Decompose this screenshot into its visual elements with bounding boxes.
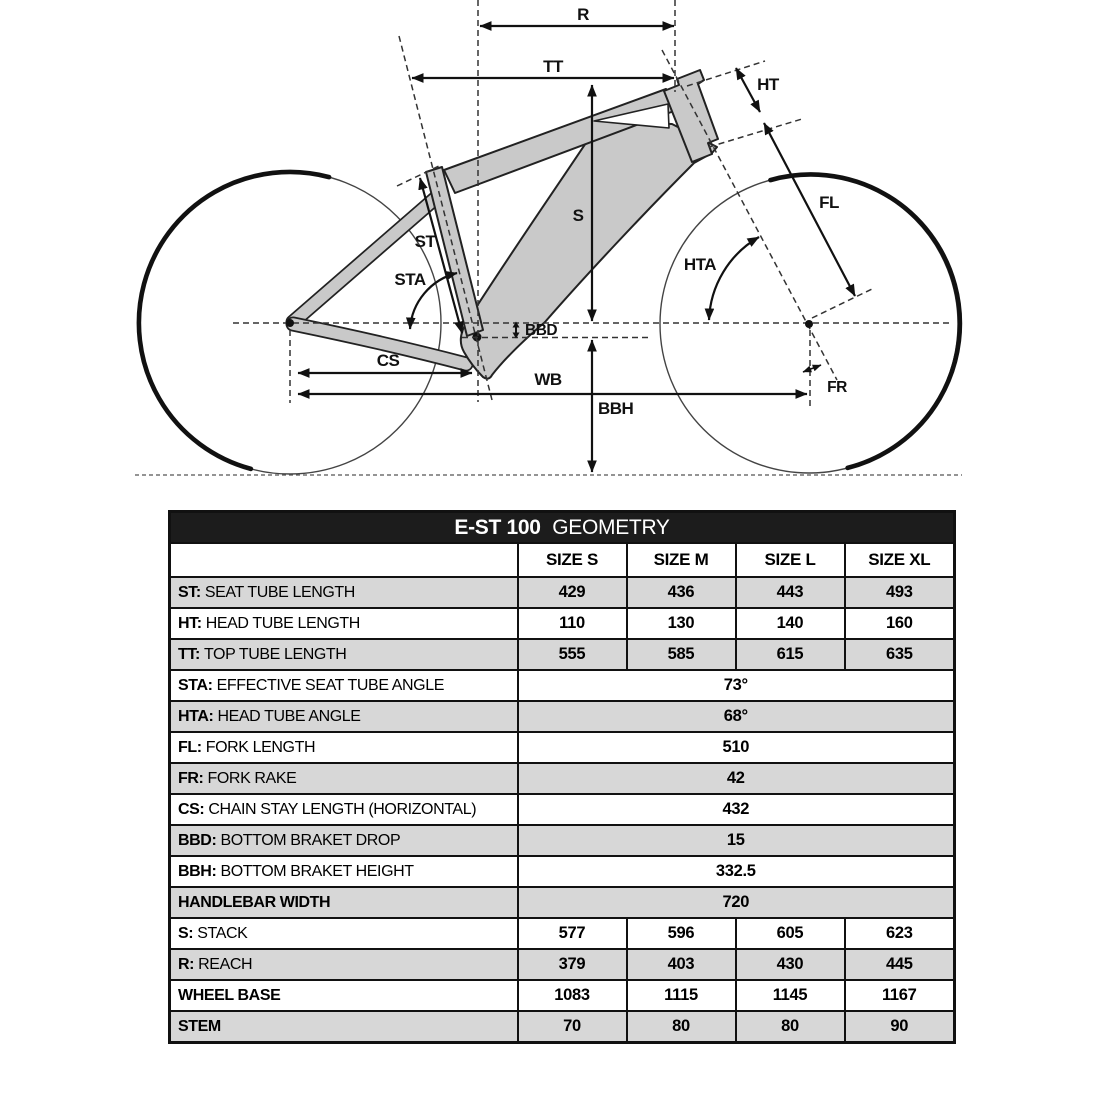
- row-label-prefix: STA:: [178, 676, 217, 694]
- size-header-empty: [170, 543, 518, 577]
- spec-row: [170, 949, 955, 980]
- spec-row: [170, 701, 955, 732]
- spec-row: [170, 639, 955, 670]
- value-cell: 80: [627, 1011, 736, 1043]
- value-cell: 605: [736, 918, 845, 949]
- rear-axle-dot: [286, 319, 294, 327]
- row-label-prefix: TT:: [178, 645, 204, 663]
- row-label-text: STACK: [197, 924, 248, 942]
- label-toptube: TT: [543, 57, 563, 76]
- value-cell: 585: [627, 639, 736, 670]
- merged-value-cell: 432: [518, 794, 955, 825]
- spec-row: [170, 918, 955, 949]
- row-label-prefix: HTA:: [178, 707, 218, 725]
- row-label-text: HEAD TUBE LENGTH: [205, 614, 360, 632]
- row-label: [170, 639, 518, 670]
- value-cell: 1145: [736, 980, 845, 1011]
- value-cell: 70: [518, 1011, 627, 1043]
- value-cell: 403: [627, 949, 736, 980]
- row-label-prefix: S:: [178, 924, 198, 942]
- dim-head-angle-arc: [709, 237, 759, 320]
- value-cell: 615: [736, 639, 845, 670]
- label-bbheight: BBH: [598, 399, 634, 418]
- row-label: [170, 732, 518, 763]
- spec-row: [170, 608, 955, 639]
- row-label: [170, 608, 518, 639]
- spec-row: [170, 763, 955, 794]
- merged-value-cell: 68°: [518, 701, 955, 732]
- table-title: [170, 512, 955, 544]
- value-cell: 1115: [627, 980, 736, 1011]
- spec-row: [170, 794, 955, 825]
- row-label: [170, 1011, 518, 1043]
- row-label-text: EFFECTIVE SEAT TUBE ANGLE: [216, 676, 444, 694]
- merged-value-cell: 73°: [518, 670, 955, 701]
- label-chainstay: CS: [376, 351, 400, 370]
- spec-row: [170, 887, 955, 918]
- row-label: [170, 918, 518, 949]
- spec-row: [170, 825, 955, 856]
- value-cell: 429: [518, 577, 627, 608]
- row-label-text: STEM: [178, 1017, 221, 1035]
- row-label-text: FORK LENGTH: [205, 738, 316, 756]
- label-wheelbase: WB: [534, 370, 562, 389]
- spec-row: [170, 670, 955, 701]
- size-header-row: [170, 543, 955, 577]
- value-cell: 90: [845, 1011, 955, 1043]
- row-label: [170, 794, 518, 825]
- label-reach: R: [577, 5, 589, 24]
- merged-value-cell: 42: [518, 763, 955, 794]
- spec-row: [170, 577, 955, 608]
- dim-fork-rake: [803, 365, 821, 372]
- row-label: [170, 701, 518, 732]
- dim-fork-length: [764, 123, 855, 296]
- spec-row: [170, 856, 955, 887]
- row-label-text: TOP TUBE LENGTH: [203, 645, 347, 663]
- row-label-prefix: CS:: [178, 800, 209, 818]
- row-label-prefix: R:: [178, 955, 199, 973]
- size-header-m: SIZE M: [627, 543, 736, 577]
- spec-row: [170, 980, 955, 1011]
- frame: [293, 70, 718, 379]
- table-title-row: [170, 512, 955, 544]
- value-cell: 577: [518, 918, 627, 949]
- row-label-text: BOTTOM BRAKET HEIGHT: [220, 862, 414, 880]
- row-label: [170, 856, 518, 887]
- label-headangle: HTA: [683, 255, 717, 274]
- value-cell: 555: [518, 639, 627, 670]
- row-label-text: HANDLEBAR WIDTH: [178, 893, 331, 911]
- row-label-text: SEAT TUBE LENGTH: [204, 583, 355, 601]
- merged-value-cell: 15: [518, 825, 955, 856]
- value-cell: 379: [518, 949, 627, 980]
- value-cell: 430: [736, 949, 845, 980]
- row-label-text: HEAD TUBE ANGLE: [217, 707, 361, 725]
- merged-value-cell: 720: [518, 887, 955, 918]
- value-cell: 443: [736, 577, 845, 608]
- row-label-prefix: ST:: [178, 583, 205, 601]
- row-label-prefix: BBD:: [178, 831, 221, 849]
- value-cell: 80: [736, 1011, 845, 1043]
- value-cell: 1167: [845, 980, 955, 1011]
- row-label: [170, 825, 518, 856]
- value-cell: 130: [627, 608, 736, 639]
- row-label-prefix: HT:: [178, 614, 206, 632]
- label-headtube: HT: [757, 75, 779, 94]
- spec-row: [170, 1011, 955, 1043]
- seat-stay-fill: [293, 196, 438, 322]
- value-cell: 635: [845, 639, 955, 670]
- label-forkrake: FR: [827, 379, 847, 396]
- row-label-prefix: FR:: [178, 769, 208, 787]
- label-stack: S: [572, 206, 584, 225]
- head-bottom-mark: [709, 119, 802, 147]
- value-cell: 623: [845, 918, 955, 949]
- geometry-diagram: [0, 0, 1100, 505]
- row-label: [170, 887, 518, 918]
- row-label-text: REACH: [198, 955, 253, 973]
- value-cell: 445: [845, 949, 955, 980]
- row-label: [170, 763, 518, 794]
- row-label: [170, 670, 518, 701]
- size-header-xl: SIZE XL: [845, 543, 955, 577]
- row-label: [170, 577, 518, 608]
- value-cell: 110: [518, 608, 627, 639]
- fork-end-mark: [812, 289, 872, 318]
- row-label: [170, 980, 518, 1011]
- value-cell: 140: [736, 608, 845, 639]
- table-title-model: E-ST 100: [454, 515, 541, 539]
- row-label-prefix: BBH:: [178, 862, 221, 880]
- row-label-text: FORK RAKE: [207, 769, 297, 787]
- label-forklength: FL: [819, 193, 839, 212]
- spec-row: [170, 732, 955, 763]
- row-label-text: BOTTOM BRAKET DROP: [220, 831, 401, 849]
- size-header-s: SIZE S: [518, 543, 627, 577]
- label-seatangle: STA: [394, 270, 426, 289]
- front-axle-dot: [805, 320, 813, 328]
- value-cell: 596: [627, 918, 736, 949]
- label-seattube: ST: [414, 232, 436, 251]
- value-cell: 1083: [518, 980, 627, 1011]
- merged-value-cell: 332.5: [518, 856, 955, 887]
- size-header-l: SIZE L: [736, 543, 845, 577]
- table-title-word: GEOMETRY: [552, 515, 670, 539]
- value-cell: 160: [845, 608, 955, 639]
- spec-table-body: [170, 577, 955, 1043]
- merged-value-cell: 510: [518, 732, 955, 763]
- value-cell: 493: [845, 577, 955, 608]
- row-label-text: CHAIN STAY LENGTH (HORIZONTAL): [208, 800, 477, 818]
- value-cell: 436: [627, 577, 736, 608]
- geometry-spec-table: [168, 510, 956, 1044]
- row-label-prefix: FL:: [178, 738, 206, 756]
- row-label-text: WHEEL BASE: [178, 986, 281, 1004]
- row-label: [170, 949, 518, 980]
- label-bbdrop: BBD: [525, 322, 558, 339]
